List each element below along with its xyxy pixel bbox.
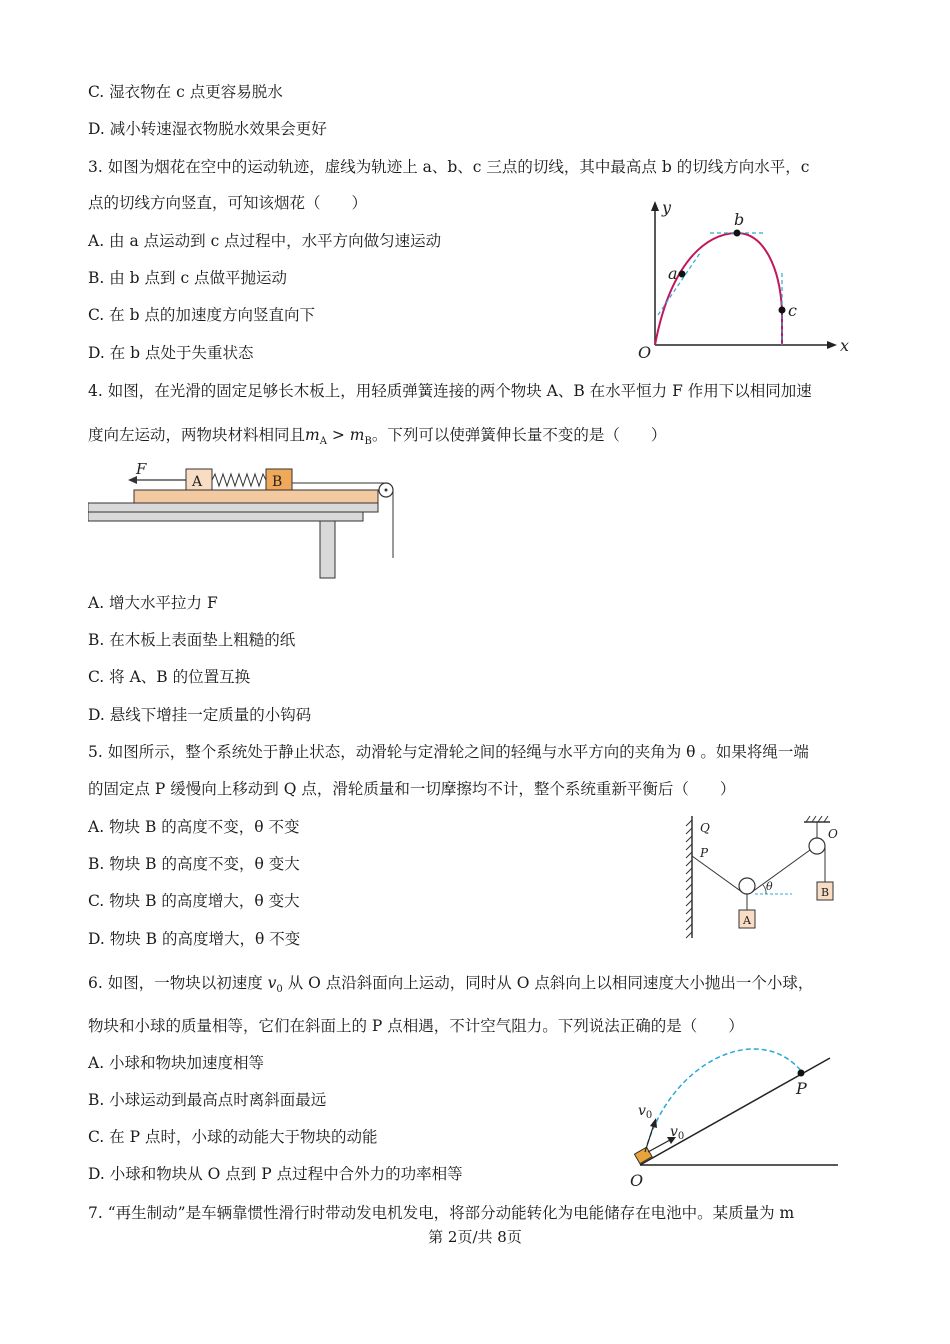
q3-stem-line2: 点的切线方向竖直，可知该烟花（ ）	[88, 194, 368, 212]
q3-option-d: D. 在 b 点处于失重状态	[88, 344, 254, 362]
q3-trajectory-curve	[655, 233, 782, 345]
page-footer: 第 2页/共 8页	[428, 1228, 522, 1246]
q4-table-bottom	[88, 512, 363, 521]
q5-option-c: C. 物块 B 的高度增大，θ 变大	[88, 892, 300, 910]
q3-y-axis-arrow	[651, 201, 659, 211]
q4-wooden-board	[134, 490, 378, 503]
q5-option-b: B. 物块 B 的高度不变，θ 变大	[88, 855, 300, 873]
q5-rope-right	[752, 850, 810, 892]
q4-table-leg	[320, 521, 335, 578]
q3-option-b: B. 由 b 点到 c 点做平抛运动	[88, 269, 288, 287]
q5-ceiling-hatching	[806, 816, 828, 822]
q5-option-d: D. 物块 B 的高度增大，θ 不变	[88, 930, 301, 948]
q3-label-a: a	[668, 264, 678, 283]
q3-option-c: C. 在 b 点的加速度方向竖直向下	[88, 306, 315, 324]
q6-stem-line1: 6. 如图，一物块以初速度 $v_0$ 从 O 点沿斜面向上运动，同时从 O 点斜向上以相同速度大小抛出一个小球，	[88, 974, 814, 996]
q4-spring	[212, 474, 266, 486]
q4-stem-line2: 度向左运动，两物块材料相同且$m_A > m_B$。下列可以使弹簧伸长量不变的是（ ）	[88, 426, 667, 448]
q6-option-d: D. 小球和物块从 O 点到 P 点过程中合外力的功率相等	[88, 1165, 463, 1183]
q4-label-b: B	[272, 474, 283, 490]
q6-label-v0-ball: $v_0$	[638, 1103, 653, 1121]
q6-option-b: B. 小球运动到最高点时离斜面最远	[88, 1091, 327, 1109]
q5-label-q: Q	[700, 821, 710, 835]
q5-option-a: A. 物块 B 的高度不变，θ 不变	[88, 818, 300, 836]
q5-label-a: A	[743, 914, 751, 927]
q5-stem-line2: 的固定点 P 缓慢向上移动到 Q 点，滑轮质量和一切摩擦均不计，整个系统重新平衡后（ ）	[88, 780, 736, 798]
q3-point-a	[679, 271, 686, 278]
q6-stem-line2: 物块和小球的质量相等，它们在斜面上的 P 点相遇，不计空气阻力。下列说法正确的是（ ）	[88, 1017, 744, 1035]
q3-point-c	[779, 307, 786, 314]
q5-pulley-system-figure	[680, 812, 855, 942]
q3-label-x: x	[840, 336, 850, 355]
q6-v0-ball-arrow	[645, 1124, 654, 1152]
q5-wall-hatching	[686, 820, 692, 938]
q4-option-c: C. 将 A、B 的位置互换	[88, 668, 251, 686]
q5-label-o: O	[828, 827, 838, 841]
q3-x-axis-arrow	[827, 341, 837, 349]
q6-ball-trajectory	[645, 1049, 802, 1152]
q4-option-d: D. 悬线下增挂一定质量的小钩码	[88, 706, 312, 724]
q3-point-b	[734, 230, 741, 237]
q5-stem-line1: 5. 如图所示，整个系统处于静止状态，动滑轮与定滑轮之间的轻绳与水平方向的夹角为 θ 。如果将绳一端	[88, 743, 809, 761]
q3-option-a: A. 由 a 点运动到 c 点过程中，水平方向做匀速运动	[88, 232, 442, 250]
q4-pulley-axle	[385, 489, 388, 492]
q4-option-b: B. 在木板上表面垫上粗糙的纸	[88, 631, 296, 649]
q5-fixed-pulley	[809, 838, 825, 854]
q6-block	[634, 1147, 652, 1164]
q3-stem-line1: 3. 如图为烟花在空中的运动轨迹，虚线为轨迹上 a、b、c 三点的切线，其中最高点 b 的切线方向水平，c	[88, 158, 810, 176]
q5-label-b: B	[821, 886, 830, 899]
q6-label-v0-block: $v_0$	[670, 1124, 685, 1142]
q6-label-o: O	[630, 1171, 644, 1190]
q5-label-theta: θ	[766, 880, 773, 893]
q4-option-a: A. 增大水平拉力 F	[88, 594, 218, 612]
q6-option-c: C. 在 P 点时，小球的动能大于物块的动能	[88, 1128, 378, 1146]
q6-point-p	[798, 1070, 805, 1077]
q4-spring-blocks-figure	[88, 458, 408, 583]
q6-label-p: P	[796, 1079, 807, 1098]
q7-stem-line1: 7. “再生制动”是车辆靠惯性滑行时带动发电机发电，将部分动能转化为电能储存在电池中。某质量为 m	[88, 1204, 795, 1222]
q4-label-a: A	[192, 474, 203, 490]
q3-label-y: y	[662, 198, 672, 217]
q2-option-c: C. 湿衣物在 c 点更容易脱水	[88, 83, 283, 101]
q4-table-top	[88, 503, 378, 512]
q5-rope-left	[692, 856, 742, 892]
q3-label-b: b	[734, 210, 745, 229]
q4-label-f: F	[136, 460, 147, 478]
q2-option-d: D. 减小转速湿衣物脱水效果会更好	[88, 120, 327, 138]
q6-option-a: A. 小球和物块加速度相等	[88, 1054, 265, 1072]
q6-incline-figure	[620, 1040, 845, 1190]
q3-label-o: O	[638, 343, 652, 362]
q3-firework-trajectory-figure	[630, 195, 860, 365]
q4-stem-line1: 4. 如图，在光滑的固定足够长木板上，用轻质弹簧连接的两个物块 A、B 在水平恒力 F 作用下以相同加速	[88, 382, 812, 400]
q3-label-c: c	[788, 301, 797, 320]
q5-label-p: P	[700, 846, 709, 860]
